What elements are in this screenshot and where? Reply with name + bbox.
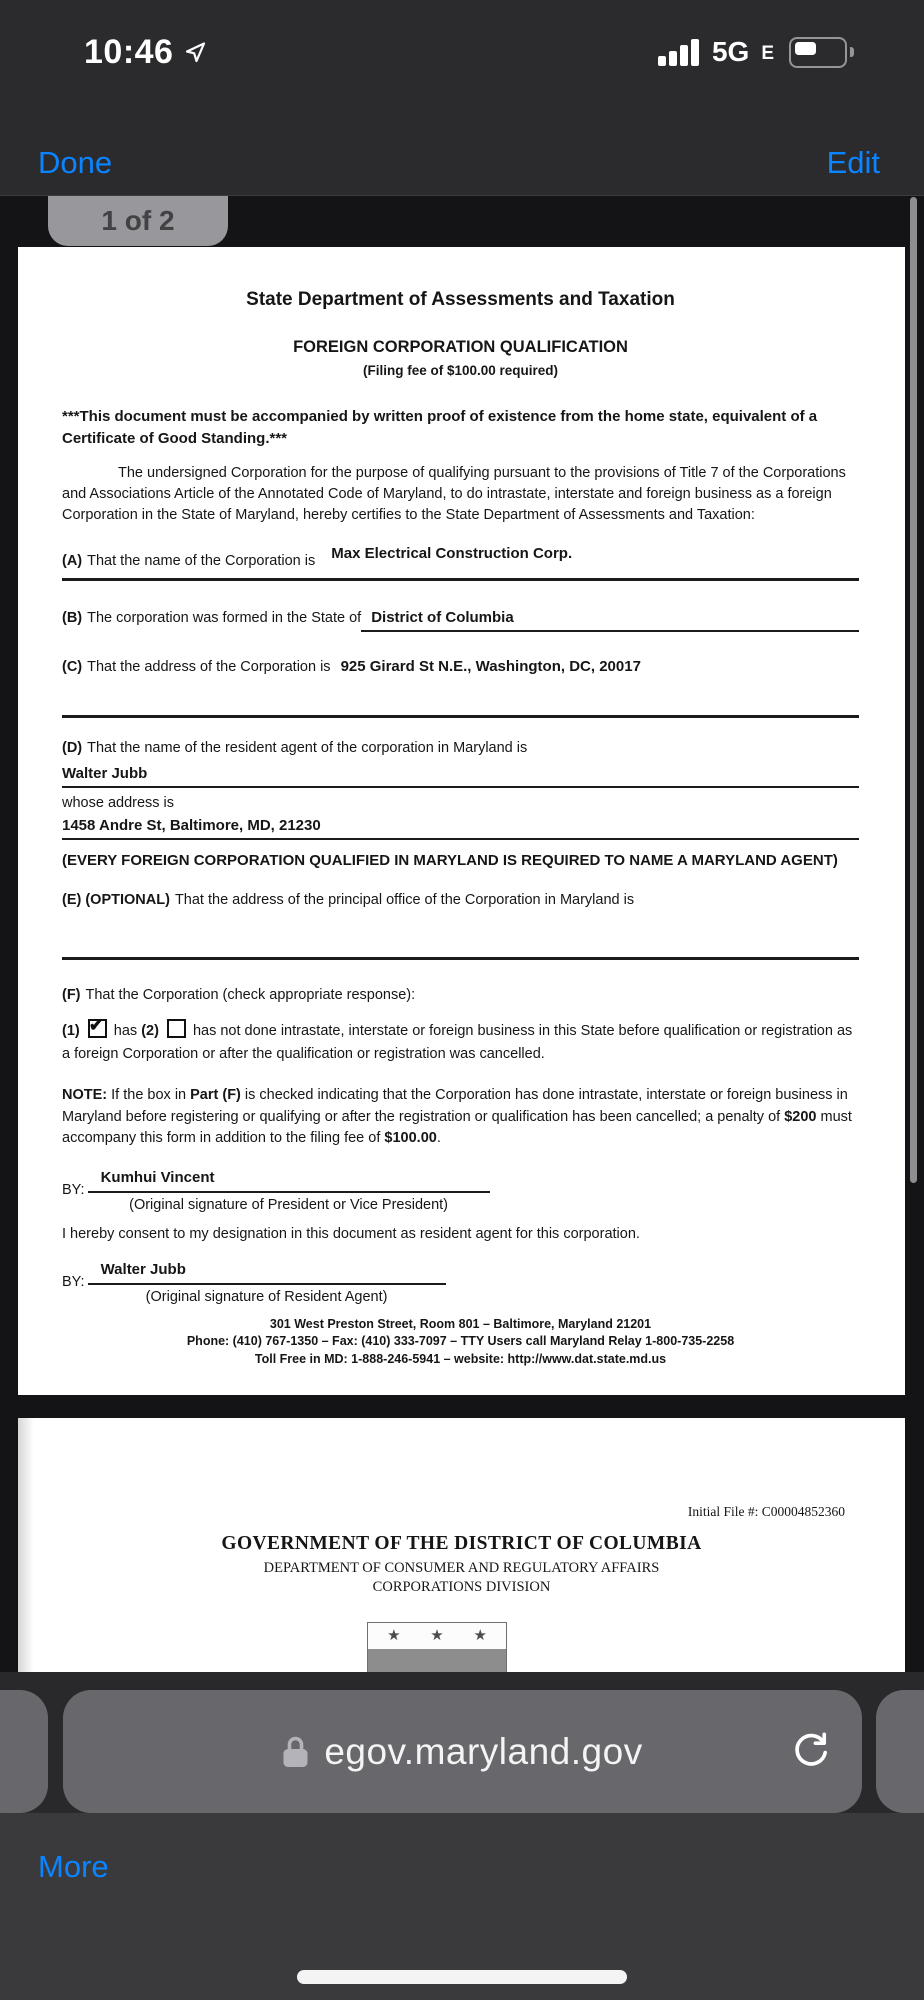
section-f-prefix: (F)	[62, 987, 81, 1003]
previous-tab-stub[interactable]	[0, 1690, 48, 1813]
department-footer	[62, 1316, 859, 1369]
section-a-underline	[62, 578, 859, 581]
option-2-number: (2)	[141, 1023, 159, 1039]
section-f-options	[62, 1019, 859, 1066]
president-signature-caption: (Original signature of President or Vice President)	[129, 1196, 449, 1213]
dc-government-heading: GOVERNMENT OF THE DISTRICT OF COLUMBIA	[221, 1533, 702, 1554]
battery-nub	[850, 47, 854, 57]
dc-department-line: DEPARTMENT OF CONSUMER AND REGULATORY AFFAIRS	[263, 1560, 660, 1576]
initial-file-number: Initial File #: C00004852360	[687, 1504, 845, 1519]
agent-address-label: whose address is	[62, 795, 175, 811]
section-c-prefix: (C)	[62, 659, 83, 675]
penalty-note: NOTE: If the box in Part (F) is checked indicating that the Corporation has done intrastate, interstate or foreign business in Maryland before registering or qualifying or after the registration or qualification has been cancelled; a penalty of $200 must accompany this form in addition to the filing fee of $100.00.	[62, 1087, 852, 1146]
network-type-label: 5G	[711, 36, 750, 67]
by-label: BY:	[62, 1273, 85, 1290]
agent-signature-value: Walter Jubb	[88, 1259, 446, 1285]
location-arrow-icon	[183, 40, 207, 64]
resident-agent-name-value: Walter Jubb	[62, 763, 859, 788]
document-page-2	[18, 1418, 905, 1678]
unchecked-checkbox-icon	[167, 1019, 186, 1038]
section-d-prefix: (D)	[62, 740, 83, 756]
maryland-agent-requirement: (EVERY FOREIGN CORPORATION QUALIFIED IN MARYLAND IS REQUIRED TO NAME A MARYLAND AGENT)	[62, 852, 838, 869]
section-b	[62, 607, 859, 632]
section-e-underline	[62, 957, 859, 960]
resident-agent-address-value: 1458 Andre St, Baltimore, MD, 21230	[62, 815, 859, 840]
footer-tollfree: Toll Free in MD: 1-888-246-5941 – website: http://www.dat.state.md.us	[254, 1351, 667, 1366]
president-signature-block	[62, 1167, 859, 1216]
address-bar[interactable]	[63, 1690, 862, 1813]
dc-flag-graphic	[367, 1622, 507, 1675]
page-title: State Department of Assessments and Taxation	[246, 289, 675, 310]
section-f-label: (F) That the Corporation (check appropriate response):	[62, 987, 416, 1003]
proof-notice: ***This document must be accompanied by written proof of existence from the home state, equivalent of a Certificate of Good Standing.***	[62, 408, 818, 447]
footer-phone: Phone: (410) 767-1350 – Fax: (410) 333-7097 – TTY Users call Maryland Relay 1-800-735-2258	[186, 1334, 735, 1348]
president-signature-value: Kumhui Vincent	[88, 1167, 490, 1193]
battery-icon	[789, 37, 847, 68]
corporation-name-value: Max Electrical Construction Corp.	[331, 545, 573, 562]
reload-button[interactable]	[788, 1729, 834, 1775]
document-page-1	[18, 247, 905, 1395]
tab-strip	[0, 1672, 924, 1813]
clock: 10:46	[84, 32, 174, 71]
dc-flag-stars: ★ ★ ★	[367, 1622, 507, 1649]
agent-consent-statement: I hereby consent to my designation in this document as resident agent for this corporation.	[62, 1225, 640, 1242]
home-indicator[interactable]	[297, 1970, 627, 1984]
footer-address: 301 West Preston Street, Room 801 – Baltimore, Maryland 21201	[269, 1316, 652, 1331]
bottom-toolbar	[0, 1672, 924, 2000]
section-e-label: That the address of the principal office of the Corporation in Maryland is	[174, 892, 635, 908]
option-1-number: (1)	[62, 1023, 80, 1039]
status-right	[658, 36, 854, 68]
cellular-signal-icon	[658, 39, 699, 66]
section-b-prefix: (B)	[62, 610, 83, 626]
filing-fee-note: (Filing fee of $100.00 required)	[362, 363, 559, 378]
by-label: BY:	[62, 1181, 85, 1198]
formation-state-value: District of Columbia	[361, 607, 859, 632]
network-band-label: E	[761, 43, 774, 64]
section-c-label: That the address of the Corporation is	[87, 659, 331, 675]
form-title: FOREIGN CORPORATION QUALIFICATION	[293, 338, 628, 356]
next-tab-stub[interactable]	[876, 1690, 924, 1813]
checked-checkbox-icon	[88, 1019, 107, 1038]
agent-signature-caption: (Original signature of Resident Agent)	[145, 1288, 388, 1305]
page-indicator-label: 1 of 2	[101, 205, 175, 236]
section-a	[62, 545, 859, 572]
option-1-label: has	[113, 1023, 138, 1039]
scrollbar[interactable]	[910, 197, 917, 1183]
section-a-prefix: (A)	[62, 553, 83, 569]
intro-paragraph: The undersigned Corporation for the purpose of qualifying pursuant to the provisions of Title 7 of the Corporations and Associations Article of the Annotated Code of Maryland, to do intrastate, interstate and foreign business as a foreign Corporation in the State of Maryland, hereby certifies to the State Department of Assessments and Taxation:	[62, 465, 846, 523]
option-2-label: has not done intrastate, interstate or foreign business in this State before qualification or registration as a foreign Corporation or after the qualification or registration was cancelled.	[62, 1023, 853, 1062]
preview-nav-bar	[0, 95, 924, 195]
toolbar-lower	[0, 1813, 924, 2000]
section-b-label: The corporation was formed in the State of	[87, 610, 362, 626]
status-left	[84, 33, 207, 72]
section-d-label: (D) That the name of the resident agent of the corporation in Maryland is	[62, 740, 528, 756]
done-button[interactable]: Done	[38, 145, 113, 180]
more-button[interactable]: More	[38, 1849, 109, 1884]
battery-fill	[795, 42, 816, 55]
section-c-underline	[62, 715, 859, 718]
status-bar	[0, 26, 924, 78]
edit-button[interactable]: Edit	[826, 145, 880, 180]
dc-division-line: CORPORATIONS DIVISION	[372, 1579, 551, 1595]
section-a-label: That the name of the Corporation is	[87, 553, 316, 569]
url-text: egov.maryland.gov	[324, 1730, 643, 1772]
corporation-address-value: 925 Girard St N.E., Washington, DC, 20017	[340, 658, 641, 675]
agent-signature-block	[62, 1259, 859, 1308]
section-e	[62, 890, 859, 911]
lock-icon	[282, 1735, 309, 1769]
top-chrome	[0, 0, 924, 196]
section-e-prefix: (E) (OPTIONAL)	[62, 892, 170, 908]
section-c	[62, 656, 859, 678]
